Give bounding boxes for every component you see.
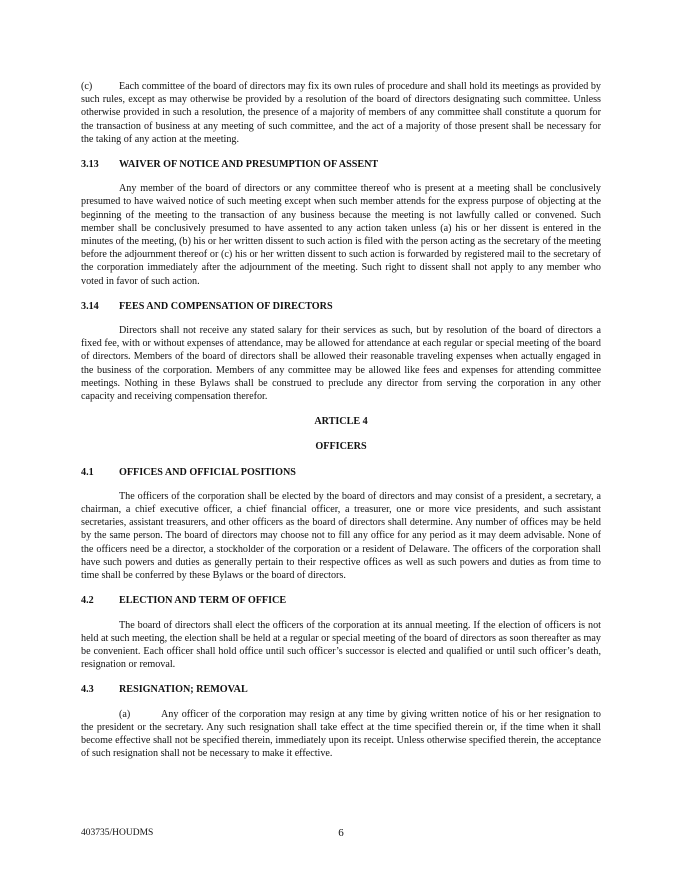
- section-number: 3.13: [81, 159, 99, 171]
- document-id: 403735/HOUDMS: [81, 828, 154, 838]
- page-number: 6: [338, 827, 344, 839]
- section-number: 4.3: [81, 684, 94, 696]
- section-heading-3-13: [81, 158, 601, 171]
- paragraph-4-1: The officers of the corporation shall be elected by the board of directors and may consist of a president, a secretary, a chairman, a chief executive officer, a chief financial officer, a treasurer, one or more vice presidents, and such assistant secretaries, assistant treasurers, and other officers as the board of directors shall determine. Any number of offices may be held by the same person. The board of directors may choose not to fill any office for any period as it may deem advisable. None of the officers need be a director, a stockholder of the corporation or a resident of Delaware. The officers of the corporation shall have such powers and duties as generally pertain to their respective offices as well as such powers and duties as from time to time shall be conferred by these Bylaws or the board of directors.: [81, 490, 601, 582]
- section-title: ELECTION AND TERM OF OFFICE: [119, 595, 287, 607]
- article-title: OFFICERS: [315, 441, 367, 453]
- paragraph-text: Any officer of the corporation may resign at any time by giving written notice of his or her resignation to the president or the secretary. Any such resignation shall take effect at the time specified therein or, if the time when it shall become effective shall not be specified therein, immediately upon its receipt. Unless otherwise specified therein, the acceptance of such resignation shall not be necessary to make it effective.: [81, 708, 601, 760]
- section-title: FEES AND COMPENSATION OF DIRECTORS: [119, 300, 333, 312]
- clause-label: (a): [119, 708, 131, 720]
- section-title: OFFICES AND OFFICIAL POSITIONS: [119, 466, 296, 478]
- paragraph-text: Each committee of the board of directors may fix its own rules of procedure and shall hold its meetings as provided by such rules, except as may otherwise be provided by a resolution of the board of directors designating such committee. Unless otherwise provided in such a resolution, the presence of a majority of members of any committee shall constitute a quorum for the transaction of business at any meeting of such committee, and the act of a majority of those present shall be necessary for the taking of any action at the meeting.: [81, 81, 601, 145]
- paragraph-3-12-c: [81, 80, 601, 146]
- clause-label: (c): [81, 81, 93, 92]
- document-page: [81, 80, 601, 760]
- paragraph-3-14: Directors shall not receive any stated salary for their services as such, but by resolution of the board of directors a fixed fee, with or without expenses of attendance, may be allowed for attendance at each regular or special meeting of the board of directors. Members of the board of directors shall be allowed their reasonable traveling expenses when actually engaged in the business of the corporation. Members of any committee may be allowed like fees and expenses for attending committee meetings. Nothing in these Bylaws shall be construed to preclude any director from serving the corporation in any other capacity and receiving compensation therefor.: [81, 325, 601, 403]
- article-heading: ARTICLE 4: [314, 416, 368, 428]
- paragraph-4-2: The board of directors shall elect the officers of the corporation at its annual meeting. If the election of officers is not held at such meeting, the election shall be held at a regular or special meeting of the board of directors as soon thereafter as may be convenient. Each officer shall hold office until such officer’s successor is elected and qualified or until such officer’s death, resignation or removal.: [81, 619, 601, 671]
- section-heading-4-2: [81, 594, 601, 607]
- paragraph-3-13: Any member of the board of directors or any committee thereof who is present at a meeting shall be conclusively presumed to have waived notice of such meeting except when such member attends for the express purpose of objecting at the beginning of the meeting to the transaction of any business because the meeting is not lawfully called or convened. Such member shall be conclusively presumed to have assented to any action taken unless (a) his or her dissent is entered in the minutes of the meeting, (b) his or her written dissent to such action is filed with the person acting as the secretary of the meeting before the adjournment thereof or (c) his or her written dissent to such action is forwarded by registered mail to the secretary of the corporation immediately after the adjournment of the meeting. Such right to dissent shall not apply to any member who voted in favor of such action.: [81, 183, 601, 287]
- section-number: 4.2: [81, 595, 94, 607]
- section-number: 4.1: [81, 466, 94, 478]
- section-heading-4-3: [81, 683, 601, 696]
- section-heading-3-14: [81, 300, 601, 313]
- section-heading-4-1: [81, 466, 601, 479]
- section-number: 3.14: [81, 300, 99, 312]
- section-title: RESIGNATION; REMOVAL: [119, 684, 248, 696]
- paragraph-4-3-a: [81, 708, 601, 761]
- section-title: WAIVER OF NOTICE AND PRESUMPTION OF ASSENT: [119, 159, 379, 171]
